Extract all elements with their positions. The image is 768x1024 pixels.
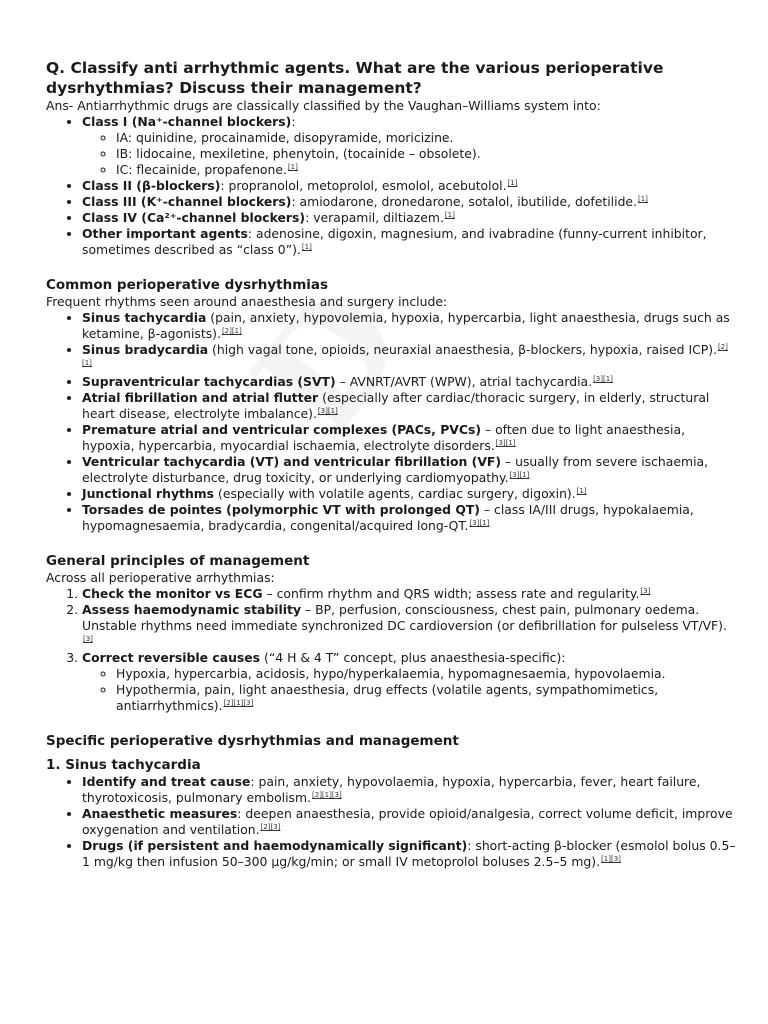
class-label: Other important agents	[82, 226, 248, 241]
common-dysrhythmia-list	[46, 310, 736, 534]
citation-link[interactable]: [2][1][3]	[312, 790, 342, 799]
section-heading-specific: Specific perioperative dysrhythmias and management	[46, 733, 459, 749]
citation-link[interactable]: [3][1]	[495, 438, 516, 447]
document-content	[46, 58, 736, 870]
citation-link[interactable]: [1]	[301, 242, 312, 251]
list-item: • Junctional rhythms (especially with volatile agents, cardiac surgery, digoxin).[1]	[82, 486, 736, 502]
answer-intro: Ans- Antiarrhythmic drugs are classically classified by the Vaughan–Williams system into:	[46, 98, 601, 113]
list-item: • Ventricular tachycardia (VT) and ventricular fibrillation (VF) – usually from severe ischaemia, electrolyte disturbance, drug toxicity, or underlying cardiomyopathy.[3][1]	[82, 454, 736, 486]
reversible-causes-list	[82, 666, 736, 714]
class-label: Class III (K⁺-channel blockers)	[82, 194, 292, 209]
citation-link[interactable]: [2][1]	[82, 342, 728, 367]
class-item: • Other important agents: adenosine, digoxin, magnesium, and ivabradine (funny-current inhibitor, sometimes described as “class 0”).[1]	[82, 226, 736, 258]
class1-subclass-list	[82, 130, 736, 178]
management-steps-list	[46, 586, 736, 714]
antiarrhythmic-class-list	[46, 114, 736, 258]
list-item: • Supraventricular tachycardias (SVT) – AVNRT/AVRT (WPW), atrial tachycardia.[3][1]	[82, 374, 736, 390]
subclass-item: ◦ IC: flecainide, propafenone.[1]	[116, 162, 736, 178]
list-item: 2. Assess haemodynamic stability – BP, perfusion, consciousness, chest pain, pulmonary oedema. Unstable rhythms need immediate synchronized DC cardioversion (or defibrillation for pulseless VT/VF).[3]	[82, 602, 736, 650]
citation-link[interactable]: [1]	[287, 162, 298, 171]
citation-link[interactable]: [1]	[638, 194, 648, 203]
list-item: • Identify and treat cause: pain, anxiety, hypovolaemia, hypoxia, hypercarbia, fever, heart failure, thyrotoxicosis, pulmonary embolism.[2][1][3]	[82, 774, 736, 806]
class-label: Class IV (Ca²⁺-channel blockers)	[82, 210, 306, 225]
section-heading-general: General principles of management	[46, 553, 310, 569]
class-item: • Class IV (Ca²⁺-channel blockers): verapamil, diltiazem.[1]	[82, 210, 736, 226]
list-item: • Drugs (if persistent and haemodynamically significant): short-acting β-blocker (esmolol bolus 0.5–1 mg/kg then infusion 50–300 μg/kg/min; or small IV metoprolol boluses 2.5–5 mg).[1][3]	[82, 838, 736, 870]
citation-link[interactable]: [1]	[507, 178, 518, 187]
list-item: ◦ Hypothermia, pain, light anaesthesia, drug effects (volatile agents, sympathomimetics, antiarrhythmics).[2][1][3]	[116, 682, 736, 714]
citation-link[interactable]: [1]	[444, 210, 455, 219]
citation-link[interactable]: [2][1]	[221, 326, 242, 335]
citation-link[interactable]: [2][3]	[260, 822, 281, 831]
list-item: • Sinus tachycardia (pain, anxiety, hypovolemia, hypoxia, hypercarbia, light anaesthesia, drugs such as ketamine, β-agonists).[2][1]	[82, 310, 736, 342]
section-intro: Frequent rhythms seen around anaesthesia and surgery include:	[46, 294, 448, 309]
list-item: 3. Correct reversible causes (“4 H & 4 T” concept, plus anaesthesia-specific): ◦ Hypoxia, hypercarbia, acidosis, hypo/hyperkalaemia, hypomagnesaemia, hypovolaemia. ◦ Hypothermia, pain, light anaesthesia, drug effects (volatile agents, sympathomimetics, antiarrhythmics).[2][1][3]	[82, 650, 736, 714]
citation-link[interactable]: [3][1]	[469, 518, 490, 527]
class-label: Class I (Na⁺-channel blockers)	[82, 114, 292, 129]
class-item: • Class I (Na⁺-channel blockers): ◦ IA: quinidine, procainamide, disopyramide, moricizine. ◦ IB: lidocaine, mexiletine, phenytoin, (tocainide – obsolete). ◦ IC: flecainide, propafenone.[1]	[82, 114, 736, 178]
citation-link[interactable]: [1][3]	[601, 854, 621, 863]
list-item: 1. Check the monitor vs ECG – confirm rhythm and QRS width; assess rate and regularity.[3]	[82, 586, 736, 602]
class-item: • Class II (β-blockers): propranolol, metoprolol, esmolol, acebutolol.[1]	[82, 178, 736, 194]
citation-link[interactable]: [3][1]	[509, 470, 530, 479]
citation-link[interactable]: [3]	[640, 586, 651, 595]
list-item: ◦ Hypoxia, hypercarbia, acidosis, hypo/hyperkalaemia, hypomagnesaemia, hypovolaemia.	[116, 666, 736, 682]
list-item: • Anaesthetic measures: deepen anaesthesia, provide opioid/analgesia, correct volume deficit, improve oxygenation and ventilation.[2][3]	[82, 806, 736, 838]
section-intro: Across all perioperative arrhythmias:	[46, 570, 275, 585]
subclass-item: ◦ IB: lidocaine, mexiletine, phenytoin, (tocainide – obsolete).	[116, 146, 736, 162]
list-item: • Premature atrial and ventricular complexes (PACs, PVCs) – often due to light anaesthesia, hypoxia, hypercarbia, myocardial ischaemia, electrolyte disorders.[3][1]	[82, 422, 736, 454]
citation-link[interactable]: [3]	[83, 634, 93, 643]
class-label: Class II (β-blockers)	[82, 178, 221, 193]
sinus-tachycardia-list	[46, 774, 736, 870]
question-heading: Q. Classify anti arrhythmic agents. What are the various perioperative dysrhythmias? Discuss their management?	[46, 59, 664, 97]
list-item: • Atrial fibrillation and atrial flutter (especially after cardiac/thoracic surgery, in elderly, structural heart disease, electrolyte imbalance).[3][1]	[82, 390, 736, 422]
section-heading-common: Common perioperative dysrhythmias	[46, 277, 329, 293]
subsection-heading: 1. Sinus tachycardia	[46, 757, 201, 773]
class-item: • Class III (K⁺-channel blockers): amiodarone, dronedarone, sotalol, ibutilide, dofetilide.[1]	[82, 194, 736, 210]
list-item: • Sinus bradycardia (high vagal tone, opioids, neuraxial anaesthesia, β-blockers, hypoxia, raised ICP).[2][1]	[82, 342, 736, 374]
citation-link[interactable]: [3][1]	[593, 374, 613, 383]
citation-link[interactable]: [1]	[576, 486, 587, 495]
citation-link[interactable]: [3][1]	[317, 406, 338, 415]
subclass-item: ◦ IA: quinidine, procainamide, disopyramide, moricizine.	[116, 130, 736, 146]
citation-link[interactable]: [2][1][3]	[223, 698, 254, 707]
list-item: • Torsades de pointes (polymorphic VT with prolonged QT) – class IA/III drugs, hypokalaemia, hypomagnesaemia, bradycardia, congenital/acquired long-QT.[3][1]	[82, 502, 736, 534]
